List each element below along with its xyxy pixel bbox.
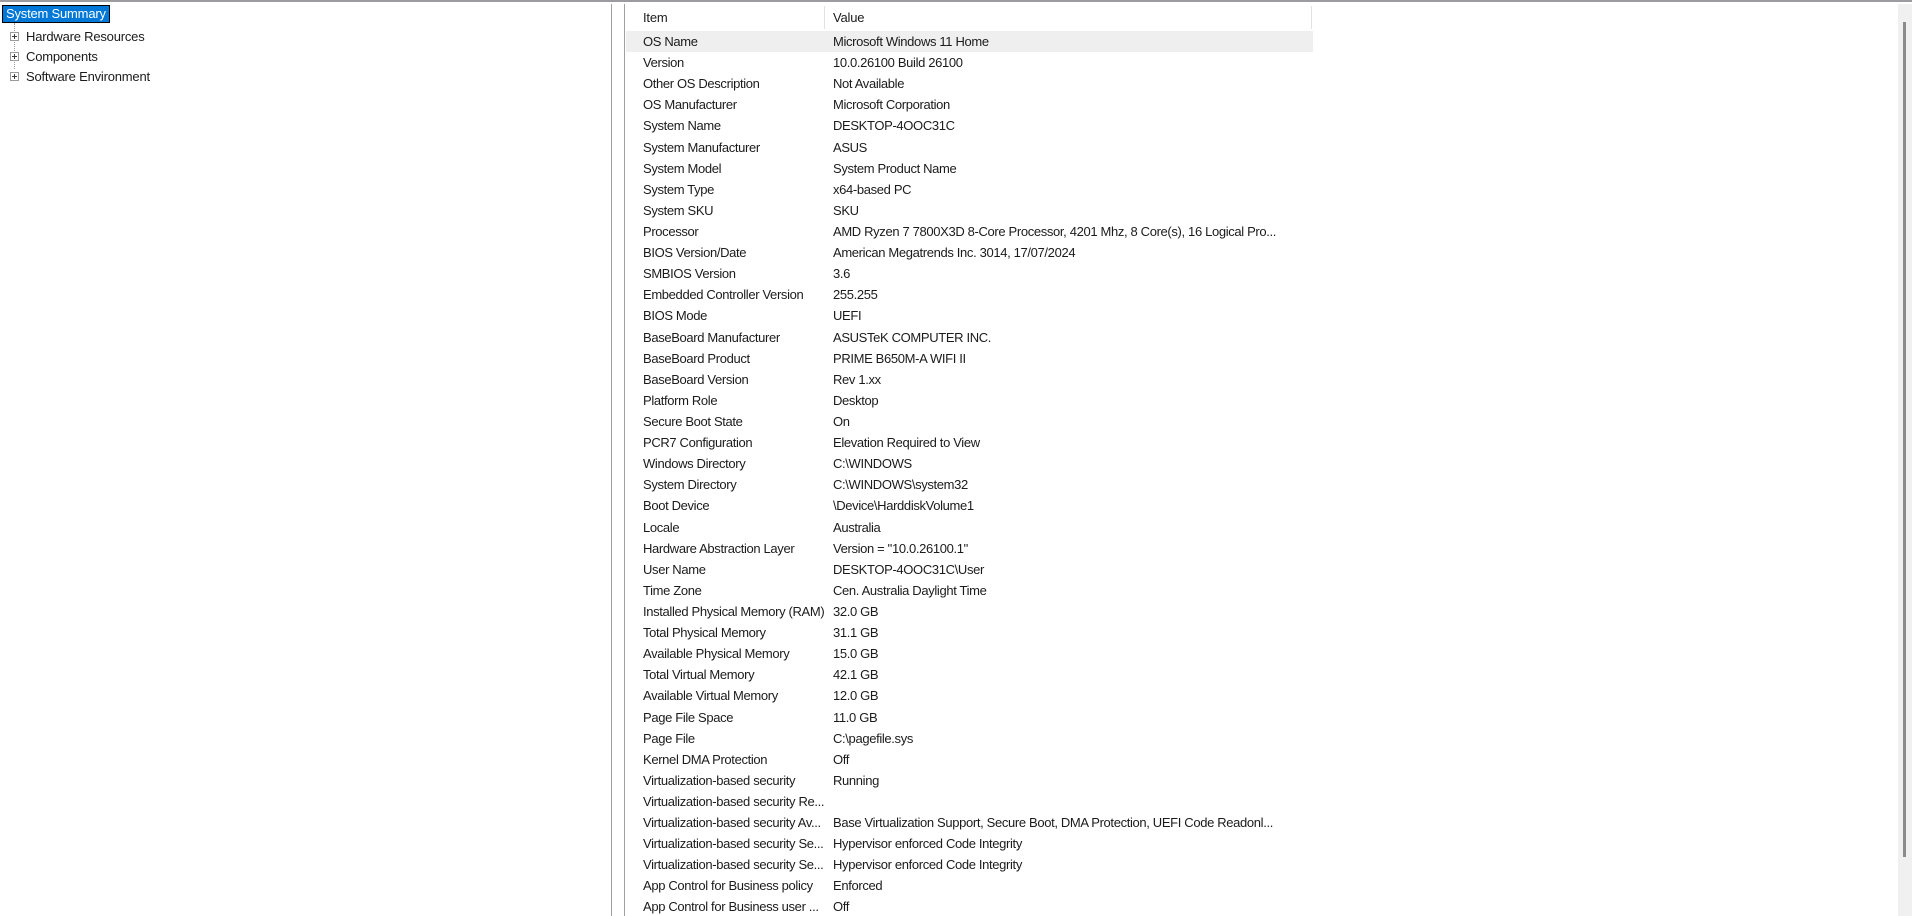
tree-item-components[interactable] [0, 46, 611, 66]
table-row[interactable] [625, 622, 1898, 643]
row-item-label: Secure Boot State [643, 413, 743, 429]
category-tree-panel [0, 4, 612, 916]
row-value-label: Off [833, 899, 850, 915]
table-row[interactable] [625, 73, 1898, 94]
row-item-label: BaseBoard Product [643, 350, 750, 366]
table-row[interactable] [625, 115, 1898, 136]
row-item-label: Other OS Description [643, 76, 760, 92]
table-row[interactable] [625, 728, 1898, 749]
row-value-label: Base Virtualization Support, Secure Boot, DMA Protection, UEFI Code Readonl... [833, 815, 1273, 831]
scrollbar-thumb[interactable] [1903, 22, 1906, 857]
tree-children [0, 26, 611, 86]
row-item-label: Page File Space [643, 709, 734, 725]
row-value-label: Enforced [833, 878, 883, 894]
row-item-label: Available Physical Memory [643, 646, 790, 662]
row-item-label: System Directory [643, 477, 737, 493]
row-value-label: ASUS [833, 139, 868, 155]
row-item-label: System SKU [643, 202, 714, 218]
row-value-label: SKU [833, 202, 859, 218]
vertical-scrollbar[interactable] [1898, 4, 1912, 916]
table-row[interactable] [625, 833, 1898, 854]
table-row[interactable] [625, 369, 1898, 390]
row-value-label: Australia [833, 519, 881, 535]
table-row[interactable] [625, 158, 1898, 179]
row-value-label: AMD Ryzen 7 7800X3D 8-Core Processor, 4201 Mhz, 8 Core(s), 16 Logical Pro... [833, 223, 1277, 239]
row-value-label: 10.0.26100 Build 26100 [833, 55, 963, 71]
table-row[interactable] [625, 453, 1898, 474]
row-value-label: Microsoft Windows 11 Home [833, 34, 989, 49]
tree-item-label: Hardware Resources [26, 28, 145, 44]
row-item-label: Virtualization-based security [643, 772, 796, 788]
row-item-label: Version [643, 55, 684, 71]
row-value-label: PRIME B650M-A WIFI II [833, 350, 966, 366]
row-item-label: Kernel DMA Protection [643, 751, 768, 767]
table-row[interactable] [625, 411, 1898, 432]
table-row[interactable] [625, 284, 1898, 305]
column-header-item[interactable]: Item [643, 10, 668, 25]
expand-plus-icon[interactable] [10, 32, 19, 41]
row-value-label: x64-based PC [833, 181, 912, 197]
row-item-label: Virtualization-based security Re... [643, 793, 824, 809]
table-row[interactable] [625, 538, 1898, 559]
row-item-label: BaseBoard Version [643, 371, 749, 387]
table-row[interactable] [625, 390, 1898, 411]
table-row[interactable] [625, 685, 1898, 706]
table-row[interactable] [625, 52, 1898, 73]
table-row[interactable] [625, 559, 1898, 580]
row-item-label: BaseBoard Manufacturer [643, 329, 780, 345]
row-value-label: 255.255 [833, 287, 878, 303]
table-row[interactable] [625, 749, 1898, 770]
row-value-label: Rev 1.xx [833, 371, 881, 387]
row-value-label: System Product Name [833, 160, 957, 176]
row-value-label: Desktop [833, 392, 879, 408]
row-value-label: C:\pagefile.sys [833, 730, 914, 746]
table-row[interactable] [625, 242, 1898, 263]
column-divider[interactable] [824, 6, 825, 29]
row-item-label: User Name [643, 561, 706, 577]
row-value-label: Running [833, 772, 879, 788]
tree-item-software-environment[interactable] [0, 66, 611, 86]
row-value-label: Not Available [833, 76, 905, 92]
row-item-label: System Name [643, 118, 721, 134]
table-row[interactable] [625, 517, 1898, 538]
row-item-label: Locale [643, 519, 680, 535]
table-row[interactable] [625, 200, 1898, 221]
expand-plus-icon[interactable] [10, 52, 19, 61]
table-row[interactable] [625, 305, 1898, 326]
table-row[interactable] [625, 854, 1898, 875]
table-row[interactable] [625, 263, 1898, 284]
row-item-label: OS Manufacturer [643, 97, 737, 113]
row-item-label: Boot Device [643, 498, 710, 514]
details-list-panel [624, 4, 1912, 916]
row-item-label: Platform Role [643, 392, 718, 408]
table-row[interactable] [625, 896, 1898, 916]
table-row[interactable] [625, 179, 1898, 200]
row-item-label: Page File [643, 730, 695, 746]
tree-item-label: Components [26, 48, 98, 64]
row-value-label [833, 791, 1311, 812]
table-row[interactable] [625, 643, 1898, 664]
tree-item-label: Software Environment [26, 68, 150, 84]
table-row[interactable] [625, 94, 1898, 115]
row-value-label: 11.0 GB [833, 709, 878, 725]
row-value-label: UEFI [833, 308, 862, 324]
table-row[interactable] [625, 432, 1898, 453]
table-row[interactable] [625, 474, 1898, 495]
row-value-label: Hypervisor enforced Code Integrity [833, 857, 1022, 873]
row-item-label: App Control for Business policy [643, 878, 813, 894]
row-item-label: Windows Directory [643, 456, 746, 472]
row-item-label: App Control for Business user ... [643, 899, 819, 915]
column-divider[interactable] [1311, 6, 1312, 29]
table-header [625, 4, 1898, 31]
table-row[interactable] [625, 137, 1898, 158]
tree-item-hardware-resources[interactable] [0, 26, 611, 46]
row-value-label: C:\WINDOWS [833, 456, 912, 472]
row-item-label: Total Virtual Memory [643, 667, 755, 683]
table-row[interactable] [625, 495, 1898, 516]
table-row[interactable] [625, 791, 1898, 812]
table-row[interactable] [625, 875, 1898, 896]
row-item-label: Virtualization-based security Av... [643, 815, 821, 831]
table-row[interactable] [625, 221, 1898, 242]
table-row[interactable] [625, 580, 1898, 601]
row-value-label: Microsoft Corporation [833, 97, 950, 113]
row-item-label: Hardware Abstraction Layer [643, 540, 795, 556]
row-value-label: C:\WINDOWS\system32 [833, 477, 968, 493]
table-row[interactable] [625, 31, 1898, 52]
row-value-label: \Device\HarddiskVolume1 [833, 498, 974, 514]
row-value-label: 31.1 GB [833, 625, 879, 641]
row-value-label: DESKTOP-4OOC31C [833, 118, 955, 134]
row-value-label: Cen. Australia Daylight Time [833, 582, 987, 598]
row-value-label: 3.6 [833, 266, 851, 282]
table-row[interactable] [625, 707, 1898, 728]
row-value-label: 12.0 GB [833, 688, 879, 704]
row-value-label: 15.0 GB [833, 646, 879, 662]
table-row[interactable] [625, 348, 1898, 369]
table-row[interactable] [625, 664, 1898, 685]
row-item-label: Processor [643, 223, 699, 239]
tree-item-system-summary[interactable]: System Summary [2, 5, 110, 23]
row-item-label: System Manufacturer [643, 139, 760, 155]
row-value-label: ASUSTeK COMPUTER INC. [833, 329, 992, 345]
table-row[interactable] [625, 327, 1898, 348]
row-value-label: 32.0 GB [833, 603, 879, 619]
row-value-label: Hypervisor enforced Code Integrity [833, 836, 1022, 852]
row-item-label: BIOS Mode [643, 308, 708, 324]
row-item-label: Embedded Controller Version [643, 287, 804, 303]
details-rows [625, 31, 1898, 916]
row-item-label: OS Name [643, 34, 698, 49]
row-value-label: Off [833, 751, 850, 767]
row-value-label: Elevation Required to View [833, 435, 980, 451]
table-row[interactable] [625, 770, 1898, 791]
row-value-label: DESKTOP-4OOC31C\User [833, 561, 984, 577]
row-item-label: System Type [643, 181, 715, 197]
row-value-label: American Megatrends Inc. 3014, 17/07/2024 [833, 245, 1076, 261]
row-value-label: On [833, 413, 850, 429]
column-header-value[interactable]: Value [833, 10, 865, 25]
table-row[interactable] [625, 601, 1898, 622]
row-item-label: Available Virtual Memory [643, 688, 778, 704]
row-item-label: Virtualization-based security Se... [643, 836, 824, 852]
row-value-label: Version = "10.0.26100.1" [833, 540, 968, 556]
row-value-label: 42.1 GB [833, 667, 879, 683]
expand-plus-icon[interactable] [10, 72, 19, 81]
row-item-label: PCR7 Configuration [643, 435, 753, 451]
row-item-label: Virtualization-based security Se... [643, 857, 824, 873]
row-item-label: SMBIOS Version [643, 266, 736, 282]
row-item-label: Installed Physical Memory (RAM) [643, 603, 824, 619]
row-item-label: Total Physical Memory [643, 625, 766, 641]
row-item-label: Time Zone [643, 582, 702, 598]
table-row[interactable] [625, 812, 1898, 833]
row-item-label: System Model [643, 160, 722, 176]
row-item-label: BIOS Version/Date [643, 245, 747, 261]
